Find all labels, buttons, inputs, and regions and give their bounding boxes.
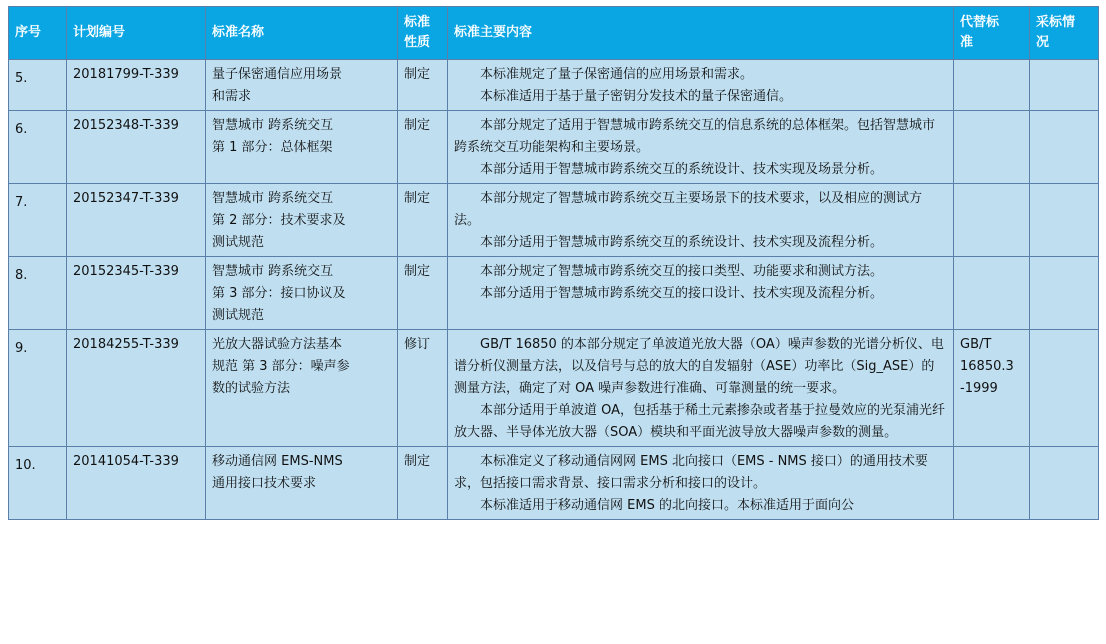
row-adoption [1030, 447, 1099, 520]
standards-table [8, 6, 1099, 520]
row-content [448, 447, 954, 520]
row-replaced: GB/T 16850.3 -1999 [954, 330, 1030, 447]
header-row [9, 7, 1099, 60]
table-row [9, 257, 1099, 330]
header-main-content: 标准主要内容 [448, 7, 954, 60]
row-content [448, 60, 954, 111]
row-seq: 10. [9, 447, 67, 520]
row-standard-name: 智慧城市 跨系统交互 第 1 部分：总体框架 [206, 111, 398, 184]
row-seq: 7. [9, 184, 67, 257]
content-paragraph: 本标准适用于基于量子密钥分发技术的量子保密通信。 [480, 89, 793, 104]
header-plan-number: 计划编号 [67, 7, 206, 60]
row-plan-number: 20152345-T-339 [67, 257, 206, 330]
row-seq: 6. [9, 111, 67, 184]
header-adoption-status: 采标情 况 [1030, 7, 1099, 60]
content-paragraph: 本部分适用于单波道 OA，包括基于稀土元素掺杂或者基于拉曼效应的光泵浦光纤放大器、半导体光放大器（SOA）模块和平面光波导放大器噪声参数的测量。 [454, 403, 946, 440]
row-seq: 5. [9, 60, 67, 111]
row-nature: 制定 [398, 257, 448, 330]
header-standard-nature: 标准 性质 [398, 7, 448, 60]
row-adoption [1030, 184, 1099, 257]
row-standard-name: 量子保密通信应用场景 和需求 [206, 60, 398, 111]
row-adoption [1030, 60, 1099, 111]
content-paragraph: 本标准适用于移动通信网 EMS 的北向接口。本标准适用于面向公 [480, 498, 854, 513]
row-plan-number: 20152348-T-339 [67, 111, 206, 184]
table-row [9, 111, 1099, 184]
row-content [448, 330, 954, 447]
row-nature: 制定 [398, 184, 448, 257]
content-paragraph: 本部分规定了适用于智慧城市跨系统交互的信息系统的总体框架。包括智慧城市跨系统交互功能架构和主要场景。 [454, 118, 936, 155]
content-paragraph: 本部分适用于智慧城市跨系统交互的接口设计、技术实现及流程分析。 [480, 286, 884, 301]
content-paragraph: GB/T 16850 的本部分规定了单波道光放大器（OA）噪声参数的光谱分析仪、电谱分析仪测量方法，以及信号与总的放大的自发辐射（ASE）功率比（Sig_ASE）的测量方法，确定了对 OA 噪声参数进行准确、可靠测量的统一要求。 [454, 337, 944, 396]
table-row [9, 184, 1099, 257]
content-paragraph: 本标准规定了量子保密通信的应用场景和需求。 [480, 67, 754, 82]
content-paragraph: 本部分规定了智慧城市跨系统交互主要场景下的技术要求，以及相应的测试方法。 [454, 191, 923, 228]
content-paragraph: 本部分适用于智慧城市跨系统交互的系统设计、技术实现及场景分析。 [480, 162, 884, 177]
row-plan-number: 20152347-T-339 [67, 184, 206, 257]
row-replaced [954, 60, 1030, 111]
row-standard-name: 智慧城市 跨系统交互 第 3 部分：接口协议及 测试规范 [206, 257, 398, 330]
row-standard-name: 光放大器试验方法基本 规范 第 3 部分：噪声参 数的试验方法 [206, 330, 398, 447]
row-replaced [954, 111, 1030, 184]
row-nature: 制定 [398, 60, 448, 111]
content-paragraph: 本标准定义了移动通信网网 EMS 北向接口（EMS - NMS 接口）的通用技术要求，包括接口需求背景、接口需求分析和接口的设计。 [454, 454, 928, 491]
row-adoption [1030, 111, 1099, 184]
row-nature: 制定 [398, 111, 448, 184]
header-seq: 序号 [9, 7, 67, 60]
row-standard-name: 智慧城市 跨系统交互 第 2 部分：技术要求及 测试规范 [206, 184, 398, 257]
header-standard-name: 标准名称 [206, 7, 398, 60]
table-row [9, 330, 1099, 447]
row-replaced [954, 184, 1030, 257]
content-paragraph: 本部分规定了智慧城市跨系统交互的接口类型、功能要求和测试方法。 [480, 264, 884, 279]
row-content [448, 257, 954, 330]
row-adoption [1030, 330, 1099, 447]
table-row [9, 60, 1099, 111]
row-nature: 制定 [398, 447, 448, 520]
row-seq: 8. [9, 257, 67, 330]
table-row [9, 447, 1099, 520]
row-replaced [954, 447, 1030, 520]
row-content [448, 184, 954, 257]
row-nature: 修订 [398, 330, 448, 447]
header-replaced-standard: 代替标 准 [954, 7, 1030, 60]
content-paragraph: 本部分适用于智慧城市跨系统交互的系统设计、技术实现及流程分析。 [480, 235, 884, 250]
row-standard-name: 移动通信网 EMS-NMS 通用接口技术要求 [206, 447, 398, 520]
row-content [448, 111, 954, 184]
row-plan-number: 20181799-T-339 [67, 60, 206, 111]
row-plan-number: 20184255-T-339 [67, 330, 206, 447]
row-plan-number: 20141054-T-339 [67, 447, 206, 520]
row-replaced [954, 257, 1030, 330]
row-seq: 9. [9, 330, 67, 447]
row-adoption [1030, 257, 1099, 330]
